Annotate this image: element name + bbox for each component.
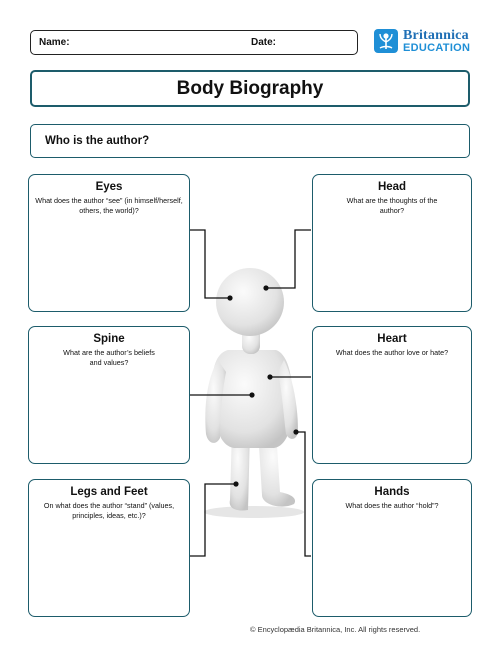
spine-box[interactable] bbox=[28, 326, 190, 464]
hands-box[interactable] bbox=[312, 479, 472, 617]
eyes-box[interactable] bbox=[28, 174, 190, 312]
heart-title: Heart bbox=[377, 333, 407, 345]
eyes-title: Eyes bbox=[95, 181, 123, 193]
copyright-footer: © Encyclopædia Britannica, Inc. All rights reserved. bbox=[250, 625, 421, 634]
hands-prompt: What does the author “hold”? bbox=[345, 501, 439, 510]
legs-feet-title: Legs and Feet bbox=[70, 486, 148, 498]
date-label: Date: bbox=[251, 37, 277, 48]
spine-title: Spine bbox=[93, 333, 125, 345]
brand-name: Britannica bbox=[403, 28, 469, 43]
page-title-text: Body Biography bbox=[176, 77, 324, 99]
legs-feet-box[interactable] bbox=[28, 479, 190, 617]
head-title: Head bbox=[377, 181, 407, 193]
author-question-label: Who is the author? bbox=[45, 135, 150, 147]
heart-box[interactable] bbox=[312, 326, 472, 464]
legs-feet-prompt: On what does the author “stand” (values, principles, ideas, etc.)? bbox=[43, 501, 175, 520]
name-label: Name: bbox=[39, 37, 70, 48]
head-prompt: What are the thoughts of the author? bbox=[346, 196, 438, 215]
spine-prompt: What are the author’s beliefs and values? bbox=[63, 348, 155, 367]
heart-prompt: What does the author love or hate? bbox=[335, 348, 449, 357]
eyes-prompt: What does the author “see” (in himself/herself, others, the world)? bbox=[35, 196, 183, 215]
brand-subtitle: EDUCATION bbox=[403, 42, 471, 54]
head-box[interactable] bbox=[312, 174, 472, 312]
hands-title: Hands bbox=[374, 486, 410, 498]
